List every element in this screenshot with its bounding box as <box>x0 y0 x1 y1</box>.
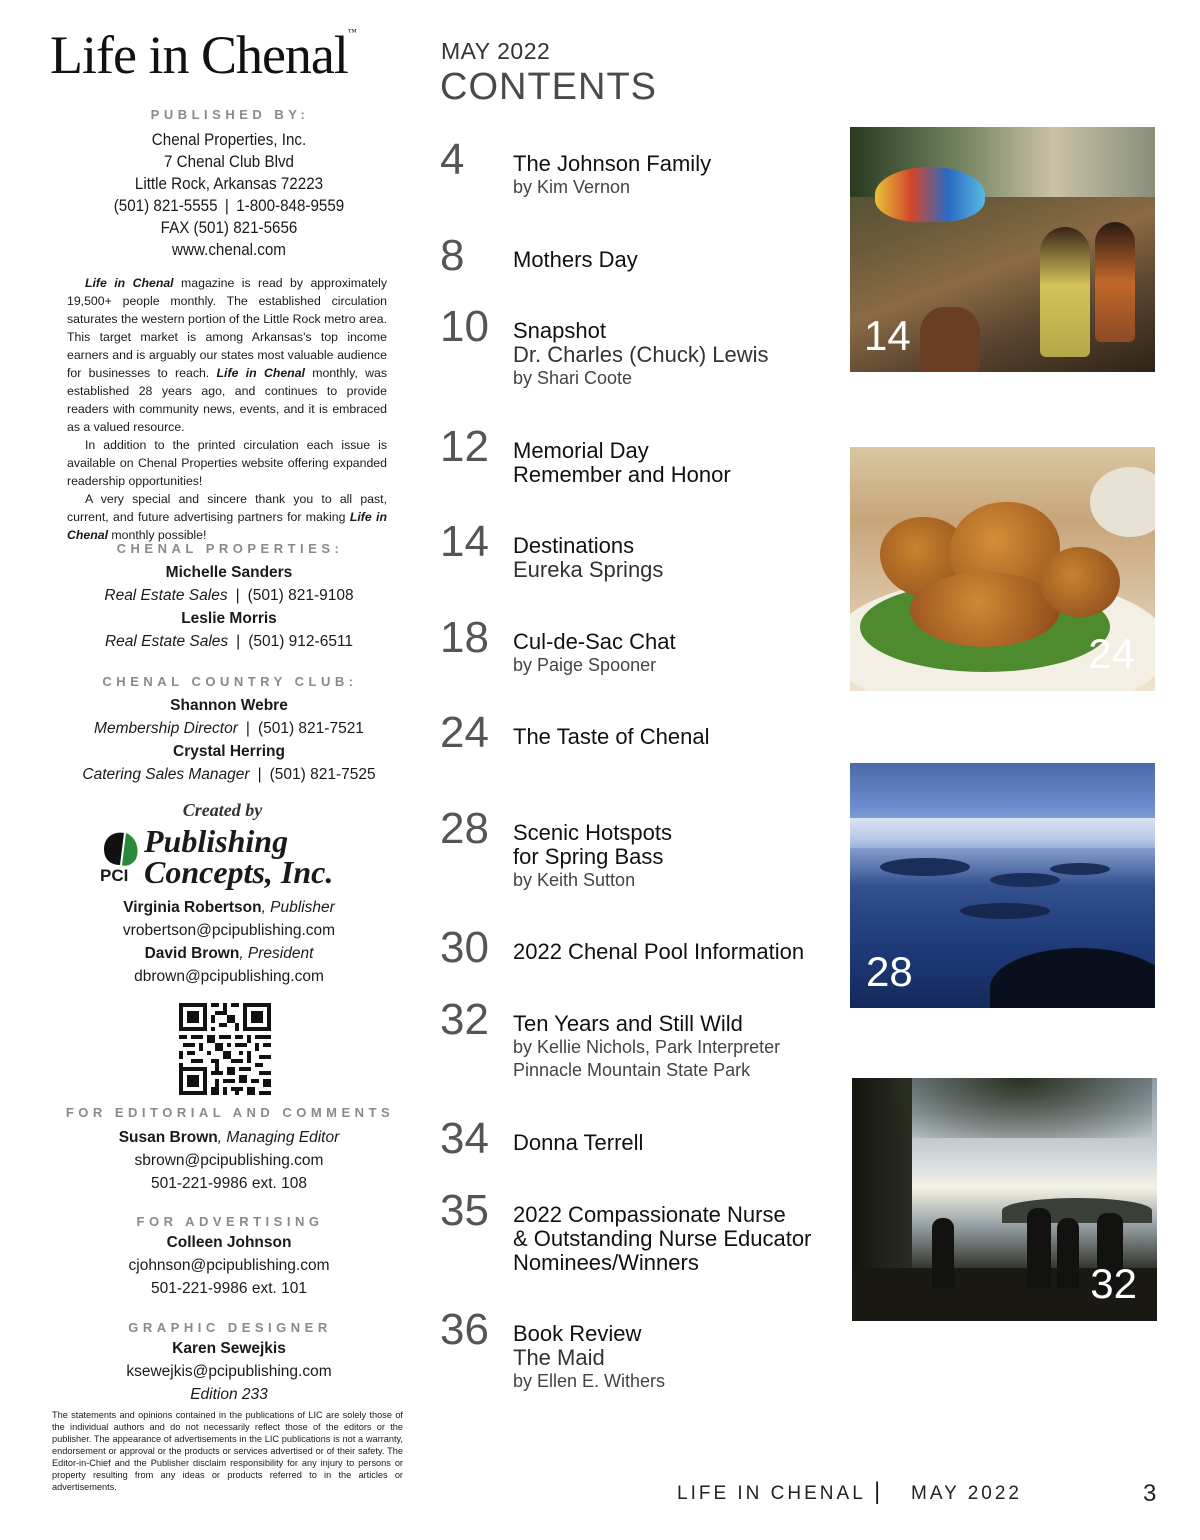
advertising-label: FOR ADVERTISING <box>136 1214 324 1229</box>
issue-month: MAY 2022 <box>441 38 551 64</box>
advertising-contact: Colleen Johnson cjohnson@pcipublishing.com 501-221-9986 ext. 101 <box>50 1231 408 1300</box>
advertising-phone: 501-221-9986 ext. 101 <box>151 1280 307 1297</box>
toc-title: & Outstanding Nurse Educator <box>513 1226 812 1251</box>
designer-email[interactable]: ksewejkis@pcipublishing.com <box>126 1363 332 1380</box>
pci-staff <box>50 896 408 988</box>
qr-code-icon[interactable] <box>178 1003 272 1095</box>
footer-month: MAY 2022 <box>911 1483 1022 1504</box>
editorial-phone: 501-221-9986 ext. 108 <box>151 1175 307 1192</box>
created-by-label: Created by <box>182 800 263 820</box>
blurb-paragraph-1: Life in Chenal magazine is read by approximately 19,500+ people monthly. The established circulation saturates the western portion of the Little Rock metro area. This target market is among Arkansas's top income earners and is arguably our states most valuable audience for businesses to reach. Life in Chenal monthly, was established 28 years ago, and continues to provide readers with community news, events, and it is embraced as a valued resource. <box>67 276 387 434</box>
contact-name: Shannon Webre <box>170 697 288 714</box>
toc-page-number: 28 <box>440 804 489 853</box>
pci-logo: PCI Publishing Concepts, Inc. <box>100 823 334 890</box>
toc-title: Nominees/Winners <box>513 1250 699 1275</box>
toc-page-number: 14 <box>440 517 489 566</box>
toc-byline: by Keith Sutton <box>513 870 636 890</box>
toc-title: Ten Years and Still Wild <box>513 1011 743 1036</box>
contact-name: Michelle Sanders <box>165 564 293 581</box>
staff-line: David Brown, President <box>144 945 314 962</box>
advertising-email[interactable]: cjohnson@pcipublishing.com <box>128 1257 330 1274</box>
toc-page-number: 12 <box>440 422 489 471</box>
toc-subtitle: Eureka Springs <box>513 557 664 582</box>
toc-subtitle: The Maid <box>513 1345 605 1370</box>
lake-mountains-photo[interactable] <box>850 763 1155 1008</box>
market-photo[interactable] <box>850 127 1155 372</box>
publisher-company: Chenal Properties, Inc. <box>151 131 307 149</box>
toc-byline: by Paige Spooner <box>513 655 657 675</box>
photo-page-number: 28 <box>866 948 913 995</box>
toc-page-number: 8 <box>440 231 465 280</box>
chenal-properties-contacts <box>50 561 408 653</box>
blurb-paragraph-2: In addition to the printed circulation each issue is available on Chenal Properties website offering expanded readership opportunities! <box>67 438 387 488</box>
staff-line: Virginia Robertson, Publisher <box>123 899 335 916</box>
staff-email[interactable]: vrobertson@pcipublishing.com <box>122 922 336 939</box>
toc-byline: by Kellie Nichols, Park Interpreter <box>513 1037 781 1057</box>
photo-page-number: 24 <box>1088 630 1135 677</box>
toc-title: Donna Terrell <box>513 1130 644 1155</box>
fried-chicken-photo[interactable] <box>850 447 1155 691</box>
contact-role: Catering Sales Manager | (501) 821-7525 <box>82 766 376 783</box>
contact-role: Real Estate Sales | (501) 912-6511 <box>104 633 354 650</box>
toc-title: 2022 Compassionate Nurse <box>513 1202 786 1227</box>
toc-title: Scenic Hotspots <box>513 820 672 845</box>
toc-title: Snapshot <box>513 318 606 343</box>
contact-role: Real Estate Sales | (501) 821-9108 <box>104 587 354 604</box>
published-by-label: PUBLISHED BY: <box>150 107 310 122</box>
about-blurb <box>67 274 387 544</box>
contact-role: Membership Director | (501) 821-7521 <box>94 720 364 737</box>
toc-page-number: 10 <box>440 302 489 351</box>
publisher-fax: FAX (501) 821-5656 <box>160 219 298 237</box>
toc-title: Book Review <box>513 1321 642 1346</box>
designer-label: GRAPHIC DESIGNER <box>128 1320 332 1335</box>
hikers-lake-photo[interactable] <box>852 1078 1157 1321</box>
toc-title: The Taste of Chenal <box>513 724 710 749</box>
toc-page-number: 34 <box>440 1114 489 1163</box>
toc-title: 2022 Chenal Pool Information <box>513 939 805 964</box>
staff-email[interactable]: dbrown@pcipublishing.com <box>134 968 324 985</box>
toc-title: for Spring Bass <box>513 844 664 869</box>
designer-contact: Karen Sewejkis ksewejkis@pcipublishing.com Edition 233 <box>50 1337 408 1406</box>
toc-byline: Pinnacle Mountain State Park <box>513 1060 751 1080</box>
publisher-phones: (501) 821-5555 | 1-800-848-9559 <box>113 197 345 215</box>
toc-title: Destinations <box>513 533 635 558</box>
toc-subtitle: Dr. Charles (Chuck) Lewis <box>513 342 769 367</box>
blurb-paragraph-3: A very special and sincere thank you to all past, current, and future advertising partners for making Life in Chenal monthly possible! <box>67 492 387 542</box>
publisher-address <box>50 129 408 261</box>
toc-page-number: 24 <box>440 708 489 757</box>
toc-title: Mothers Day <box>513 247 638 272</box>
toc-title: Cul-de-Sac Chat <box>513 629 676 654</box>
toc-page-number: 35 <box>440 1186 489 1235</box>
photo-page-number: 32 <box>1090 1260 1137 1307</box>
editorial-label: FOR EDITORIAL AND COMMENTS <box>65 1105 395 1120</box>
toc-byline: by Kim Vernon <box>513 177 631 197</box>
publisher-city: Little Rock, Arkansas 72223 <box>134 175 324 193</box>
chenal-properties-label: CHENAL PROPERTIES: <box>116 541 344 556</box>
page-number: 3 <box>1143 1480 1157 1507</box>
disclaimer: The statements and opinions contained in the publications of LIC are solely those of the individual authors and do not necessarily reflect those of the editors or the publisher. The appearance of advertisements in the LIC publications is not a warranty, endorsement or approval or the products or services advertised or of their safety. The Editor-in-Chief and the Publisher disclaim responsibility for any injury to persons or property resulting from any ideas or products referred to in the articles or advertisements. <box>52 1410 403 1492</box>
publisher-street: 7 Chenal Club Blvd <box>164 153 294 171</box>
toc-page-number: 18 <box>440 613 489 662</box>
editorial-email[interactable]: sbrown@pcipublishing.com <box>134 1152 324 1169</box>
country-club-contacts <box>40 694 418 786</box>
toc-page-number: 36 <box>440 1305 489 1354</box>
publisher-website[interactable]: www.chenal.com <box>172 241 286 259</box>
toc-byline: by Shari Coote <box>513 368 633 388</box>
contents-heading: CONTENTS <box>440 66 657 108</box>
contact-name: Leslie Morris <box>181 610 277 627</box>
contact-name: Crystal Herring <box>173 743 285 760</box>
footer-publication: LIFE IN CHENAL <box>677 1483 866 1504</box>
magazine-logo: Life in Chenal™ <box>50 25 356 85</box>
toc-page-number: 32 <box>440 995 489 1044</box>
pci-leaf-icon <box>100 829 142 869</box>
edition: Edition 233 <box>190 1386 268 1403</box>
toc-title: Remember and Honor <box>513 462 731 487</box>
footer-divider: | <box>874 1478 884 1505</box>
toc-title: Memorial Day <box>513 438 649 463</box>
toc-byline: by Ellen E. Withers <box>513 1371 666 1391</box>
editorial-contact: Susan Brown, Managing Editor sbrown@pcipublishing.com 501-221-9986 ext. 108 <box>50 1126 408 1195</box>
toc-page-number: 30 <box>440 923 489 972</box>
toc-page-number: 4 <box>440 135 465 184</box>
country-club-label: CHENAL COUNTRY CLUB: <box>102 674 358 689</box>
toc-title: The Johnson Family <box>513 151 712 176</box>
photo-page-number: 14 <box>864 312 911 359</box>
